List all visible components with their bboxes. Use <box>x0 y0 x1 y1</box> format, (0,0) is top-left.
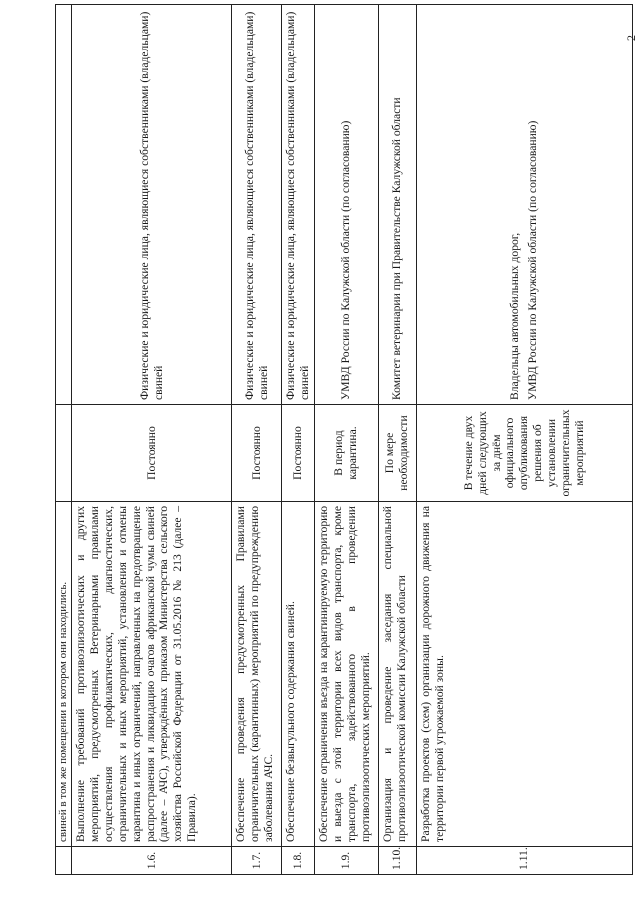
responsible-text: Комитет ветеринарии при Правительстве Калужской области <box>390 97 404 400</box>
term-text: В период карантина. <box>314 405 378 502</box>
responsible-cell <box>72 5 232 405</box>
responsible-cell <box>232 5 282 405</box>
responsible-text: УМВД России по Калужской области (по согласованию) <box>339 120 353 400</box>
table-row <box>72 5 232 875</box>
action-text: Выполнение требований противоэпизоотических и других мероприятий, предусмотренных Ветеринарными правилами осуществления профилактических, диагностических, ограничительных и иных мероприятий, установления и отмены карантина и иных ограничений, направленных на предотвращение распространения и ликвидацию очагов африканской чумы свиней (далее – АЧС), утверждённых приказом Министерства сельского хозяйства Российской Федерации от 31.05.2016 № 213 (далее – Правила). <box>72 502 232 847</box>
term-text: Постоянно <box>282 405 315 502</box>
page-number: 2 <box>624 35 638 41</box>
table-row <box>232 5 282 875</box>
action-text: Организация и проведение заседания специальной противоэпизоотической комиссии Калужской области <box>378 502 416 847</box>
action-text: Обеспечение безвыгульного содержания свиней. <box>282 502 315 847</box>
row-number <box>56 847 72 875</box>
term-text: Постоянно <box>72 405 232 502</box>
table-row <box>378 5 416 875</box>
row-number: 1.7. <box>232 847 282 875</box>
table-row <box>56 5 72 875</box>
row-number: 1.9. <box>314 847 378 875</box>
table-row <box>282 5 315 875</box>
term-text <box>56 405 72 502</box>
measures-table <box>55 4 633 875</box>
action-text: Обеспечение проведения предусмотренных Правилами ограничительных (карантинных) мероприятий по предупреждению заболевания АЧС. <box>232 502 282 847</box>
action-text: Обеспечение ограничения въезда на карантинируемую территорию и выезда с этой территории всех видов транспорта, кроме транспорта, задействованного в проведении противоэпизоотических мероприятий. <box>314 502 378 847</box>
responsible-cell <box>282 5 315 405</box>
document-sheet <box>55 5 625 875</box>
responsible-cell <box>56 5 72 405</box>
responsible-cell <box>378 5 416 405</box>
responsible-cell <box>314 5 378 405</box>
term-text: Постоянно <box>232 405 282 502</box>
term-text: По мере необходимости <box>378 405 416 502</box>
responsible-text: Владельцы автомобильных дорог, <box>508 232 522 400</box>
action-text: Разработка проектов (схем) организации дорожного движения на территории первой угрожаемой зоны. <box>416 502 632 847</box>
table-row <box>314 5 378 875</box>
term-text: В течение двух дней следующих за днём официального опубликования решения об установлении ограничительных мероприятий <box>416 405 632 502</box>
responsible-text: УМВД России по Калужской области (по согласованию) <box>526 120 540 400</box>
action-text: свиней в том же помещении в котором они находились. <box>56 502 72 847</box>
row-number: 1.6. <box>72 847 232 875</box>
responsible-text: Физические и юридические лица, являющиеся собственниками (владельцами) свиней <box>137 11 165 400</box>
responsible-cell <box>416 5 632 405</box>
table-row <box>416 5 632 875</box>
responsible-text: Физические и юридические лица, являющиеся собственниками (владельцами) свиней <box>242 11 270 400</box>
row-number: 1.10. <box>378 847 416 875</box>
row-number: 1.11. <box>416 847 632 875</box>
responsible-text: Физические и юридические лица, являющиеся собственниками (владельцами) свиней <box>284 11 311 400</box>
row-number: 1.8. <box>282 847 315 875</box>
